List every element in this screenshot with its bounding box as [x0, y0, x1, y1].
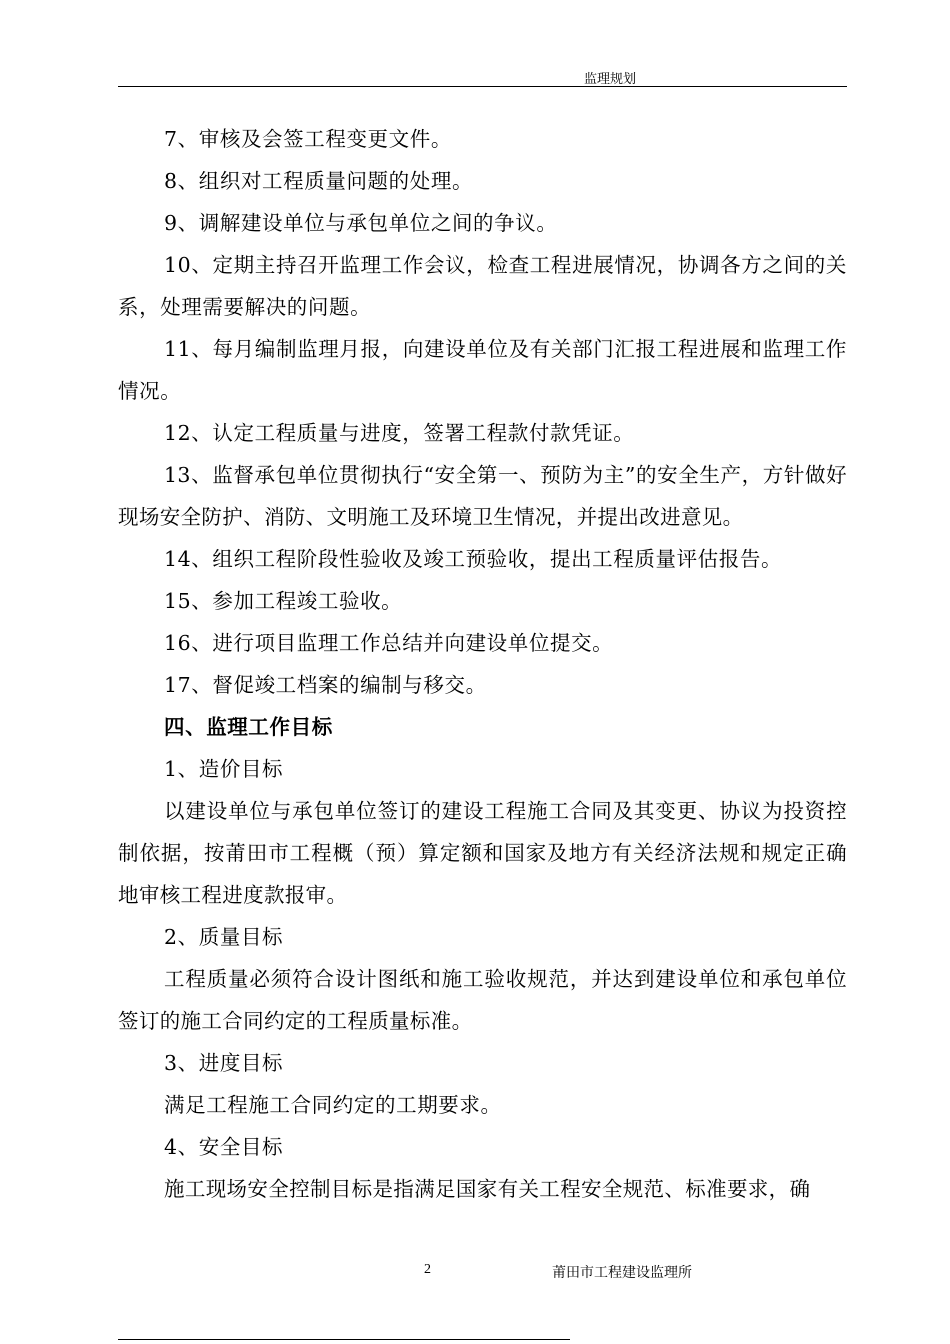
paragraph-item-7: 7、审核及会签工程变更文件。	[164, 127, 452, 151]
page-header-title: 监理规划	[583, 72, 636, 87]
paragraph-item-12: 12、认定工程质量与进度，签署工程款付款凭证。	[164, 421, 635, 445]
subheading-schedule-target: 3、进度目标	[164, 1051, 284, 1075]
section-heading: 四、监理工作目标	[164, 715, 333, 739]
header-divider	[118, 86, 847, 87]
paragraph-item-16: 16、进行项目监理工作总结并向建设单位提交。	[164, 631, 614, 655]
paragraph-item-15: 15、参加工程竣工验收。	[164, 589, 403, 613]
paragraph-item-10: 10、定期主持召开监理工作会议，检查工程进展情况，协调各方之间的关系，处理需要解决的问题。	[118, 253, 847, 319]
paragraph-item-17: 17、督促竣工档案的编制与移交。	[164, 673, 487, 697]
paragraph-item-9: 9、调解建设单位与承包单位之间的争议。	[164, 211, 558, 235]
footer-divider	[118, 1339, 570, 1340]
subheading-safety-target: 4、安全目标	[164, 1135, 284, 1159]
footer-organization: 莆田市工程建设监理所	[552, 1265, 692, 1281]
paragraph-item-8: 8、组织对工程质量问题的处理。	[164, 169, 474, 193]
document-body	[118, 118, 847, 1210]
paragraph-safety-target: 施工现场安全控制目标是指满足国家有关工程安全规范、标准要求，确	[164, 1177, 811, 1201]
paragraph-item-11: 11、每月编制监理月报，向建设单位及有关部门汇报工程进展和监理工作情况。	[118, 337, 847, 403]
subheading-cost-target: 1、造价目标	[164, 757, 284, 781]
paragraph-cost-target: 以建设单位与承包单位签订的建设工程施工合同及其变更、协议为投资控制依据，按莆田市工程概（预）算定额和国家及地方有关经济法规和规定正确地审核工程进度款报审。	[118, 799, 847, 907]
paragraph-item-14: 14、组织工程阶段性验收及竣工预验收，提出工程质量评估报告。	[164, 547, 783, 571]
paragraph-schedule-target: 满足工程施工合同约定的工期要求。	[164, 1093, 502, 1117]
paragraph-quality-target: 工程质量必须符合设计图纸和施工验收规范，并达到建设单位和承包单位签订的施工合同约定的工程质量标准。	[118, 967, 847, 1033]
page-number: 2	[424, 1262, 431, 1277]
paragraph-item-13: 13、监督承包单位贯彻执行“安全第一、预防为主”的安全生产，方针做好现场安全防护、消防、文明施工及环境卫生情况，并提出改进意见。	[118, 463, 847, 529]
subheading-quality-target: 2、质量目标	[164, 925, 284, 949]
